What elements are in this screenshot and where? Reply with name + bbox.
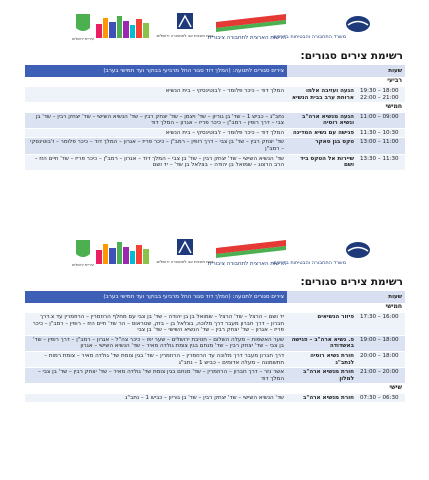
municipality-emblem-icon bbox=[72, 12, 94, 46]
jerusalem-municipality-logo bbox=[72, 238, 94, 272]
row-time: 10:30 – 11:30 bbox=[357, 128, 405, 138]
row-event: פגישה עם נשיא המדינה bbox=[287, 128, 357, 138]
day-header-row bbox=[25, 384, 405, 394]
svg-text:הרשות הארצית לתחבורה ציבורית: הרשות הארצית לתחבורה ציבורית bbox=[207, 261, 286, 267]
table-row bbox=[25, 313, 405, 335]
row-route: יד ושם – הרצל – שד' הרצל – שמואל בן בן יהודה – שד' בן צבי עם מחלף הרוזמרין – הרוזמרין עד צ.דרך חברון – דרך חברון מעבר דרך מלוכה, בצלאל בן – בזק, שטראוס – הר שד' חיים הזז – רופין – רמב"ן – כיכר פריז – אגרון – שד' יצחק רבין – שד' הנשיא השישי – שד' בן צבי bbox=[25, 313, 287, 335]
jerusalem-plan-icon bbox=[156, 238, 214, 272]
table-row bbox=[25, 368, 405, 384]
table-row bbox=[25, 113, 405, 129]
row-time: 11:30 – 13:30 bbox=[357, 154, 405, 170]
table-row bbox=[25, 128, 405, 138]
svg-text:משרד התחבורה והבטיחות בדרכים: משרד התחבורה והבטיחות בדרכים bbox=[273, 34, 346, 40]
schedule-page-1 bbox=[0, 8, 429, 169]
day-header-row bbox=[25, 77, 405, 87]
table-row bbox=[25, 87, 405, 103]
row-time: 09:00 – 11:00 bbox=[357, 113, 405, 129]
row-event: פ. נשיא ארה"ב – פגישה באשדודה bbox=[287, 335, 357, 351]
day-label: חמישי bbox=[357, 303, 405, 313]
row-route: המלך דוד – כיכר פלומר – ז'בוטינסקי – בית הנשיא bbox=[25, 87, 287, 103]
ministry-logo bbox=[273, 238, 372, 268]
skyline-icon bbox=[92, 238, 154, 272]
jerusalem-master-plan-logo bbox=[156, 238, 214, 272]
ministry-logo-icon bbox=[273, 238, 372, 268]
table-row bbox=[25, 394, 405, 403]
day-label: שישי bbox=[357, 384, 405, 394]
day-row-filler bbox=[25, 303, 357, 313]
header-event bbox=[287, 65, 357, 77]
header-time: שעות bbox=[357, 65, 405, 77]
table-row bbox=[25, 335, 405, 351]
row-time: 18:00 – 20:00 bbox=[357, 351, 405, 367]
row-event: שיירות אל הטקס ביד ושם bbox=[287, 154, 357, 170]
header-time: שעות bbox=[357, 291, 405, 303]
page-title: רשימת צירים סגורים: bbox=[300, 50, 403, 62]
day-header-row bbox=[25, 303, 405, 313]
table-header-row bbox=[25, 65, 405, 77]
row-event: הגעה מנשיא ארה"ב ונשיא רוסיה bbox=[287, 113, 357, 129]
row-route: שער האשפות – מעלה השלום – חטיבת ירושלים – שער יפו – כיכר צה"ל – אגרון – רמב"ן – דרך רופין – שד' בן צבי – שד' יצחק רבין – שד' מנחם בגין צומת גולדה מאיר – שד' הנשיא השישי – אגרון bbox=[25, 335, 287, 351]
schedule-table bbox=[25, 65, 405, 171]
ministry-logo-icon bbox=[273, 12, 372, 42]
table-row bbox=[25, 351, 405, 367]
svg-text:צוות תוכנית אב לתחבורה ירושלים: צוות תוכנית אב לתחבורה ירושלים bbox=[156, 259, 214, 264]
logo-strip bbox=[0, 8, 429, 46]
jerusalem-municipality-logo bbox=[72, 12, 94, 46]
authority-logo-icon bbox=[207, 238, 290, 268]
row-time: 18:00 – 19:30 21:00 – 22:00 bbox=[357, 87, 405, 103]
authority-logo-icon bbox=[207, 12, 290, 42]
row-time: 18:00 – 19:00 bbox=[357, 335, 405, 351]
header-notice: צירים סגורים לתנועה: (המלך דוד סגור החל מרביעי בבוקר ועד חמישי בערב) bbox=[25, 291, 287, 303]
schedule-table bbox=[25, 291, 405, 403]
row-route: המלך דוד – כיכר פלומר – ז'בוטינסקי – בית הנשיא bbox=[25, 128, 287, 138]
row-event: טקס בגן סאקר bbox=[287, 138, 357, 154]
page-title: רשימת צירים סגורים: bbox=[300, 276, 403, 288]
jerusalem-plan-icon bbox=[156, 12, 214, 46]
svg-text:צוות תוכנית אב לתחבורה ירושלים: צוות תוכנית אב לתחבורה ירושלים bbox=[156, 33, 214, 38]
row-route: שד' הנשיא השישי – שד' יצחק רבין – שד' בן צבי – המלך דוד – אגרון – רמב"ן – כיכר פריז – שד' חיים הזז – הרב הרצוג – שמואל בן יהודה – בצלאל בן שד' – יד ושם bbox=[25, 154, 287, 170]
authority-logo bbox=[207, 12, 290, 42]
row-route: נתב"ג – כביש 1 – שד' בן גוריון – שד' ויצמן – שד' יצחק רבין – שד' הנשיא השישי – שד' יצחק רבין – שד' בן צבי – דרך רופין – רמב"ן – כיכר פריז – אגרון – המלך דוד bbox=[25, 113, 287, 129]
jerusalem-master-plan-logo bbox=[156, 12, 214, 46]
schedule-page-2 bbox=[0, 234, 429, 401]
row-route: דרך חברון מעבר דרך מלוכה עד הרוזמרין – הרוזמרין – שד' בגין צומת שד' גולדה מאיר – צומת רמות – חתשמונה – מעלה אדומים – כביש 1 – נתב"ג bbox=[25, 351, 287, 367]
svg-text:עיריית ירושלים: עיריית ירושלים bbox=[72, 37, 94, 41]
table-row bbox=[25, 154, 405, 170]
day-label: חמישי bbox=[357, 103, 405, 113]
row-event: פיזור הנשיאים bbox=[287, 313, 357, 335]
day-label: רביעי bbox=[357, 77, 405, 87]
row-time: 06:30 – 07:30 bbox=[357, 394, 405, 403]
table-header-row bbox=[25, 291, 405, 303]
svg-text:משרד התחבורה והבטיחות בדרכים: משרד התחבורה והבטיחות בדרכים bbox=[273, 260, 346, 266]
svg-text:עיריית ירושלים: עיריית ירושלים bbox=[72, 263, 94, 267]
row-route: שד' יצחק רבין – שד' בן צבי – דרך רופין – רמב"ן – כיכר פריז – אגרון – המלך דוד – כיכר פלומר – ז'בוטינסקי – רמב"ן bbox=[25, 138, 287, 154]
row-route: אשר נזר – דרך חברון – הרוזמרין – שד' מנחם בגין צומת שד' גולדה מאיר – שד' יצחק רבין – שד' בן צבי – המלך דוד bbox=[25, 368, 287, 384]
day-row-filler bbox=[25, 77, 357, 87]
table-row bbox=[25, 138, 405, 154]
city-skyline-logo bbox=[92, 238, 154, 272]
city-skyline-logo bbox=[92, 12, 154, 46]
day-header-row bbox=[25, 103, 405, 113]
logo-strip bbox=[0, 234, 429, 272]
municipality-emblem-icon bbox=[72, 238, 94, 272]
row-time: 20:00 – 21:00 bbox=[357, 368, 405, 384]
svg-text:הרשות הארצית לתחבורה ציבורית: הרשות הארצית לתחבורה ציבורית bbox=[207, 35, 286, 41]
row-event: חורת מנשיא ארה"ב bbox=[287, 394, 357, 403]
skyline-icon bbox=[92, 12, 154, 46]
day-row-filler bbox=[25, 384, 357, 394]
row-route: שד' הנשיא השישי – שד' יצחק רבין – שד' בן גוריון – כביש 1 – נתב"ג bbox=[25, 394, 287, 403]
authority-logo bbox=[207, 238, 290, 268]
row-time: 16:00 – 17:30 bbox=[357, 313, 405, 335]
ministry-logo bbox=[273, 12, 372, 42]
row-time: 11:00 – 13:00 bbox=[357, 138, 405, 154]
row-event: חורת נשיא רוסיה לנתב"ג bbox=[287, 351, 357, 367]
day-row-filler bbox=[25, 103, 357, 113]
header-notice: צירים סגורים לתנועה: (המלך דוד סגור החל מרביעי בבוקר ועד חמישי בערב) bbox=[25, 65, 287, 77]
row-event: חורת מנשיא ארה"ב למלון bbox=[287, 368, 357, 384]
header-event bbox=[287, 291, 357, 303]
row-event: הגעה ועזיבה אלמו ארוחת ערב בבית הנשיא bbox=[287, 87, 357, 103]
